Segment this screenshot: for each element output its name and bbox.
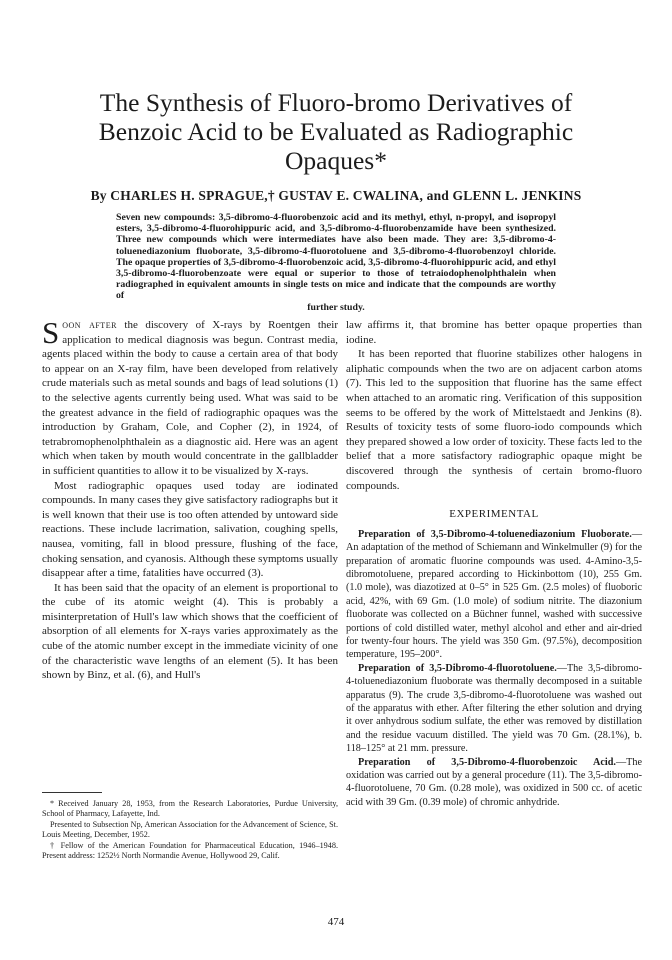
lead-in-small-caps: oon after [62, 319, 117, 331]
abstract-body: Seven new compounds: 3,5-dibromo-4-fluorobenzoic acid and its methyl, ethyl, n-propyl, and isopropyl esters, 3,5-dibromo-4-fluorohippuric acid, and 3,5-dibromo-4-fluorobenzamide have been synthesized. Three new compounds which were intermediates have also been made. They are: 3,5-dibromo-4-toluenediazonium fluoborate, 3,5-dibromo-4-fluorotoluene and 3,5-dibromo-4-fluorobenzoyl chloride. The opaque properties of 3,5-dibromo-4-fluorobenzoic acid, 3,5-dibromo-4-fluorohippuric acid, and ethyl 3,5-dibromo-4-fluorobenzoate were equal or superior to those of tetraiodophenolphthalein when radiographed in equivalent amounts in single tests on mice and indicate that the compounds are worthy of [116, 212, 556, 302]
footnotes [42, 792, 338, 862]
intro-paragraph-5: It has been reported that fluorine stabilizes other halogens in aliphatic compounds when the two are on adjacent carbon atoms (7). This led to the supposition that fluorine has the same effect when attached to an aromatic ring. Verification of this supposition seems to be offered by the work of Mittelstaedt and Jenkins (8). Results of toxicity tests of some fluoro-iodo compounds which they prepared showed a low order of toxicity. These facts led to the belief that a more satisfactory radiographic opaque might be discovered through the synthesis of certain bromo-fluoro compounds. [346, 348, 642, 492]
article-title: The Synthesis of Fluoro-bromo Derivatives of Benzoic Acid to be Evaluated as Radiographic Opaques* [98, 88, 574, 175]
procedure-benzoic-acid-head: Preparation of 3,5-Dibromo-4-fluorobenzoic Acid. [358, 756, 616, 768]
procedure-fluorotoluene [346, 662, 642, 756]
intro-paragraph-4: law affirms it, that bromine has better opaque properties than iodine. [346, 319, 642, 346]
section-heading-experimental: EXPERIMENTAL [449, 508, 539, 521]
right-column [346, 318, 642, 809]
intro-paragraph-1-text: the discovery of X-rays by Roentgen their application to medical diagnosis was begun. Contrast media, agents placed within the body to cause a certain area of that body to appear on an X-ray film, have been developed from relatively crude materials such as metal sounds and bags of lead solutions (1) to the selective agents currently being used. What was said to be the greatest advance in the field of radiographic opaques was the introduction by Graham, Cole, and Copher (2), in 1924, of tetrabromophenolphthalein as a diagnostic aid. Here was an agent which when taken by mouth would concentrate in the gallbladder in sufficient quantities to allow it to be visualized by X-rays. [42, 319, 338, 477]
procedure-diazonium-body: —An adaptation of the method of Schiemann and Winkelmuller (9) for the preparation of aromatic fluorine compounds was used. 4-Amino-3,5-dibromotoluene, prepared according to Hickinbottom (10), 255 Gm. (1.0 mole), was diazotized at 0–5° in 525 Gm. (2.5 moles) of fluoboric acid, 42%, with 69 Gm. (1.0 mole) of sodium nitrite. The diazonium fluoborate was collected on a Büchner funnel, washed with successive portions of cold distilled water, methyl alcohol and ether and air-dried for twenty-four hours. The yield was 350 Gm. (97.5%), decomposition temperature, 195–200°. [346, 528, 642, 661]
page-number: 474 [327, 916, 345, 928]
intro-paragraph-2: Most radiographic opaques used today are iodinated compounds. In many cases they give satisfactory radiographs but it is well known that their use is too often attended by untoward side reactions. These include lacrimation, salivation, coughing spells, nausea, vomiting, fall in blood pressure, flushing of the face, choking sensation, and cyanosis. Although these symptoms usually disappear after a time, fatalities have occurred (3). [42, 479, 338, 580]
abstract-last-line: further study. [307, 301, 365, 313]
procedure-fluorotoluene-body: —The 3,5-dibromo-4-toluenediazonium fluoborate was thermally decomposed in a suitable apparatus (9). The crude 3,5-dibromo-4-fluorotoluene was washed out of the apparatus with ether. After filtering the ether solution and drying it over anhydrous sodium sulfate, the ether was removed by distillation and the residue vacuum distilled. The yield was 70 Gm. (28.1%), b. 118–125° at 21 mm. pressure. [346, 662, 642, 755]
footnote-rule [42, 792, 102, 793]
procedure-fluorotoluene-head: Preparation of 3,5-Dibromo-4-fluorotoluene. [358, 662, 557, 674]
drop-cap: S [42, 315, 60, 350]
abstract [116, 212, 556, 313]
experimental-section [346, 528, 642, 810]
procedure-benzoic-acid [346, 756, 642, 810]
procedure-diazonium-head: Preparation of 3,5-Dibromo-4-toluenediazonium Fluoborate. [358, 528, 632, 540]
left-column [42, 315, 338, 683]
procedure-diazonium [346, 528, 642, 662]
procedure-benzoic-acid-body: —The oxidation was carried out by a general procedure (11). The 3,5-dibromo-4-fluorotoluene, 70 Gm. (0.28 mole), was oxidized in 500 cc. of acetic acid with 39 Gm. (0.39 mole) of chromic anhydride. [346, 756, 642, 808]
footnote-fellow: † Fellow of the American Foundation for Pharmaceutical Education, 1946–1948. Present address: 1252½ North Normandie Avenue, Hollywood 29, Calif. [42, 841, 338, 860]
author-byline: By CHARLES H. SPRAGUE,† GUSTAV E. CWALINA, and GLENN L. JENKINS [90, 188, 582, 203]
footnote-received: * Received January 28, 1953, from the Research Laboratories, Purdue University, School of Pharmacy, Lafayette, Ind. [42, 799, 338, 818]
footnote-presented: Presented to Subsection Np, American Association for the Advancement of Science, St. Louis Meeting, December, 1952. [42, 820, 338, 839]
intro-paragraph-3: It has been said that the opacity of an element is proportional to the cube of its atomic weight (4). This is probably a misinterpretation of Hull's law which shows that the coefficient of absorption of all elements for X-rays varies approximately as the cube of the atomic number except in the immediate vicinity of one of the characteristic wave lengths of an element (5). It has been shown by Binz, et al. (6), and Hull's [42, 581, 338, 682]
intro-paragraph-1 [42, 315, 338, 479]
